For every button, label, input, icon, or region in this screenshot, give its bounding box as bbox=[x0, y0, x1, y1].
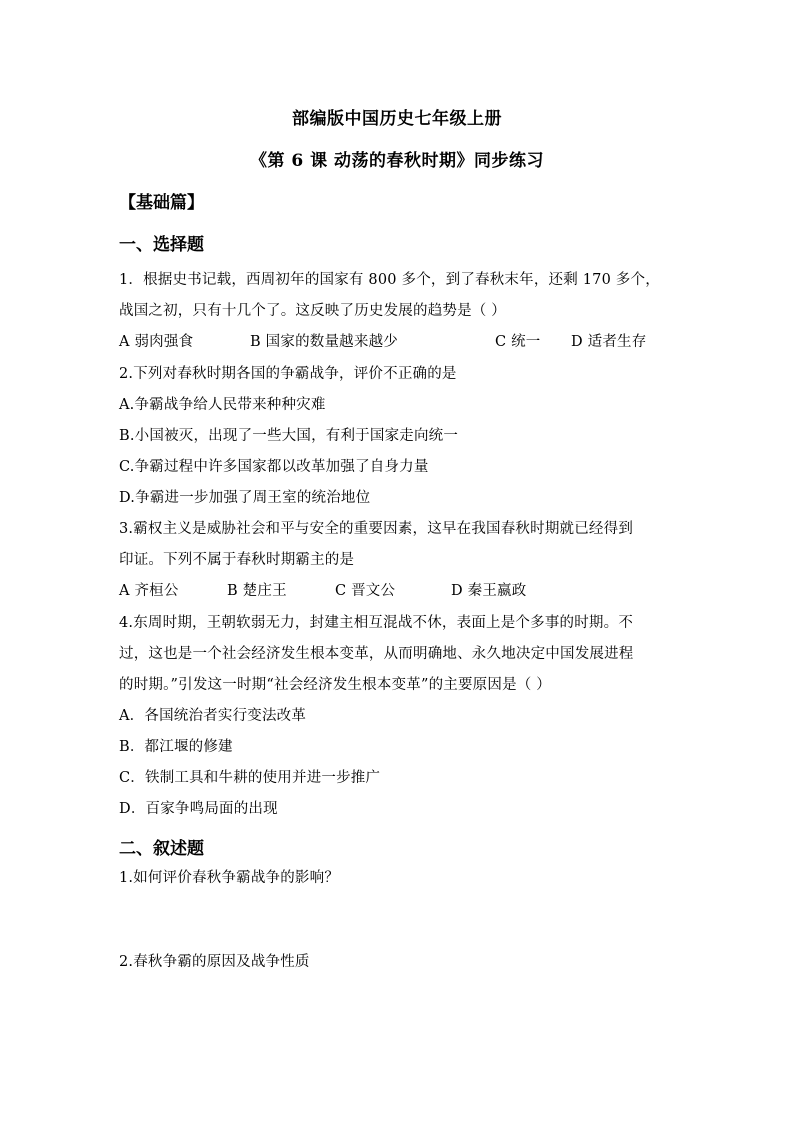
narrative-question-2: 2.春秋争霸的原因及战争性质 bbox=[119, 954, 310, 970]
question-1-option-b: B 国家的数量越来越少 bbox=[250, 334, 398, 350]
question-4-option-a: A．各国统治者实行变法改革 bbox=[119, 708, 307, 724]
question-2-option-d: D.争霸进一步加强了周王室的统治地位 bbox=[119, 490, 371, 506]
question-4-option-c: C．铁制工具和牛耕的使用并进一步推广 bbox=[119, 770, 381, 786]
question-3-option-d: D 秦王嬴政 bbox=[451, 583, 527, 599]
question-1-option-c: C 统一 bbox=[495, 334, 541, 350]
section-heading-choice: 一、选择题 bbox=[119, 235, 204, 255]
question-3-options bbox=[119, 579, 526, 600]
question-4-option-d: D．百家争鸣局面的出现 bbox=[119, 801, 278, 817]
question-4-line-2: 过，这也是一个社会经济发生根本变革，从而明确地、永久地决定中国发展进程 bbox=[119, 646, 634, 662]
narrative-question-1: 1.如何评价春秋争霸战争的影响？ bbox=[119, 870, 340, 886]
question-3-line-1: 3.霸权主义是威胁社会和平与安全的重要因素，这早在我国春秋时期就已经得到 bbox=[119, 521, 634, 537]
section-heading-narrative: 二、叙述题 bbox=[119, 839, 204, 859]
question-1-line-1: 1．根据史书记载，西周初年的国家有 800 多个，到了春秋末年，还剩 170 多个， bbox=[119, 272, 660, 288]
question-2-stem: 2.下列对春秋时期各国的争霸战争，评价不正确的是 bbox=[119, 366, 457, 382]
question-1-options bbox=[119, 330, 646, 351]
question-1-line-2: 战国之初，只有十几个了。这反映了历史发展的趋势是（ ） bbox=[119, 303, 507, 319]
question-3-option-a: A 齐桓公 bbox=[119, 583, 179, 599]
level-heading: 【基础篇】 bbox=[119, 193, 204, 213]
question-1-option-d: D 适者生存 bbox=[571, 334, 647, 350]
question-1-option-a: A 弱肉强食 bbox=[119, 334, 194, 350]
question-2-option-c: C.争霸过程中许多国家都以改革加强了自身力量 bbox=[119, 459, 429, 475]
document-title: 部编版中国历史七年级上册 bbox=[292, 109, 502, 129]
document-subtitle: 《第 6 课 动荡的春秋时期》同步练习 bbox=[249, 151, 545, 171]
question-3-option-b: B 楚庄王 bbox=[227, 583, 287, 599]
question-4-line-1: 4.东周时期，王朝软弱无力，封建主相互混战不休，表面上是个多事的时期。不 bbox=[119, 615, 634, 631]
question-3-line-2: 印证。下列不属于春秋时期霸主的是 bbox=[119, 552, 355, 568]
question-2-option-b: B.小国被灭，出现了一些大国，有利于国家走向统一 bbox=[119, 428, 459, 444]
question-3-option-c: C 晋文公 bbox=[335, 583, 396, 599]
question-4-line-3: 的时期。”引发这一时期“社会经济发生根本变革”的主要原因是（ ） bbox=[119, 677, 551, 693]
question-4-option-b: B．都江堰的修建 bbox=[119, 739, 233, 755]
question-2-option-a: A.争霸战争给人民带来种种灾难 bbox=[119, 397, 326, 413]
